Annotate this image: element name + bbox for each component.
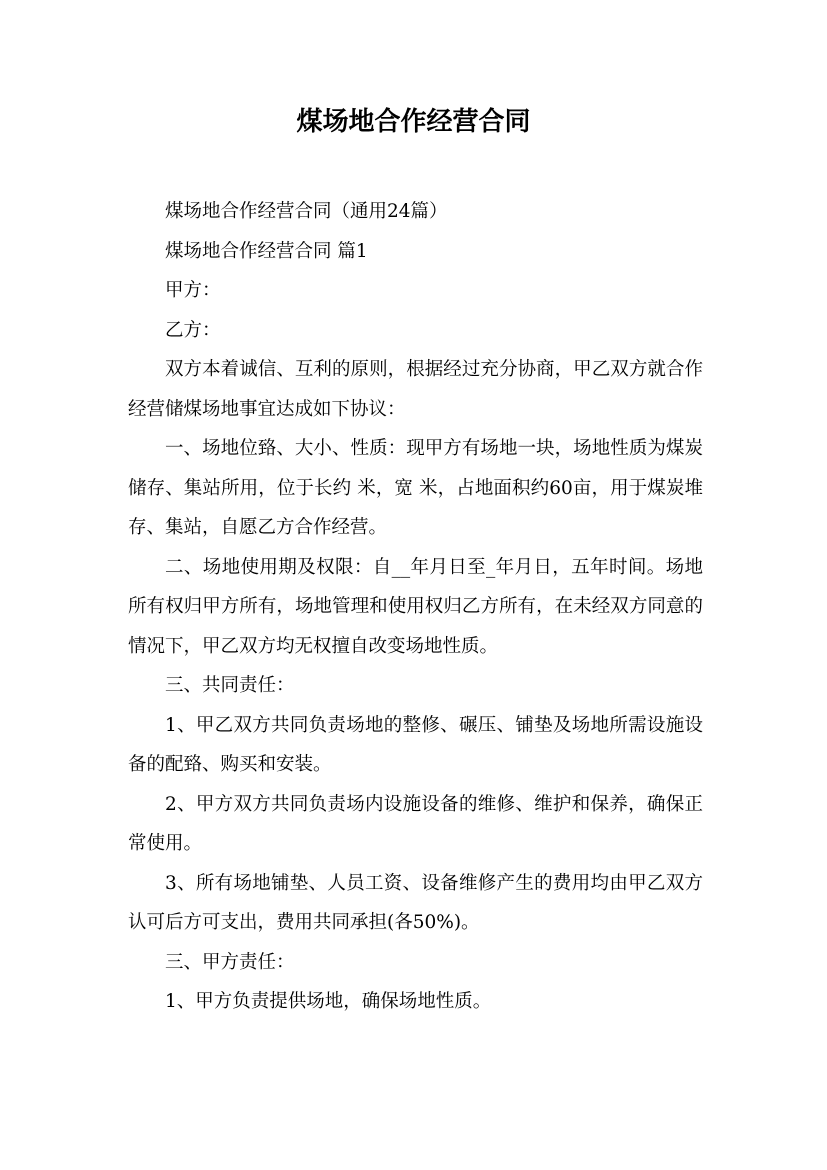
party-a-duties-heading: 三、甲方责任： — [165, 951, 295, 973]
clause-term-paragraph: 二、场地使用期及权限：自__年月日至_年月日，五年时间。场地所有权归甲方所有，场地管理和使用权归乙方所有，在未经双方同意的情况下，甲乙双方均无权擅自改变场地性质。 — [128, 556, 703, 657]
subtitle-line: 煤场地合作经营合同（通用24篇） — [165, 201, 448, 222]
party-b-line: 乙方： — [165, 319, 221, 341]
clause-site-paragraph: 一、场地位臵、大小、性质：现甲方有场地一块，场地性质为煤炭储存、集站所用，位于长约 米，宽 米，占地面积约60亩，用于煤炭堆存、集站，自愿乙方合作经营。 — [128, 438, 703, 538]
joint-duty-1: 1、甲乙双方共同负责场地的整修、碾压、铺垫及场地所需设施设备的配臵、购买和安装。 — [128, 714, 703, 775]
joint-duty-2: 2、甲方双方共同负责场内设施设备的维修、维护和保养，确保正常使用。 — [128, 793, 703, 854]
joint-duties-heading: 三、共同责任： — [165, 675, 295, 696]
party-a-duty-1: 1、甲方负责提供场地，确保场地性质。 — [165, 991, 492, 1012]
chapter-heading: 煤场地合作经营合同 篇1 — [165, 240, 368, 262]
preamble-paragraph: 双方本着诚信、互利的原则，根据经过充分协商，甲乙双方就合作经营储煤场地事宜达成如下协议： — [128, 359, 703, 420]
document-title: 煤场地合作经营合同 — [296, 107, 531, 137]
party-a-line: 甲方： — [165, 280, 221, 301]
document-body — [128, 192, 703, 1022]
joint-duty-3: 3、所有场地铺垫、人员工资、设备维修产生的费用均由甲乙双方认可后方可支出，费用共同承担(各50%)。 — [128, 872, 703, 933]
